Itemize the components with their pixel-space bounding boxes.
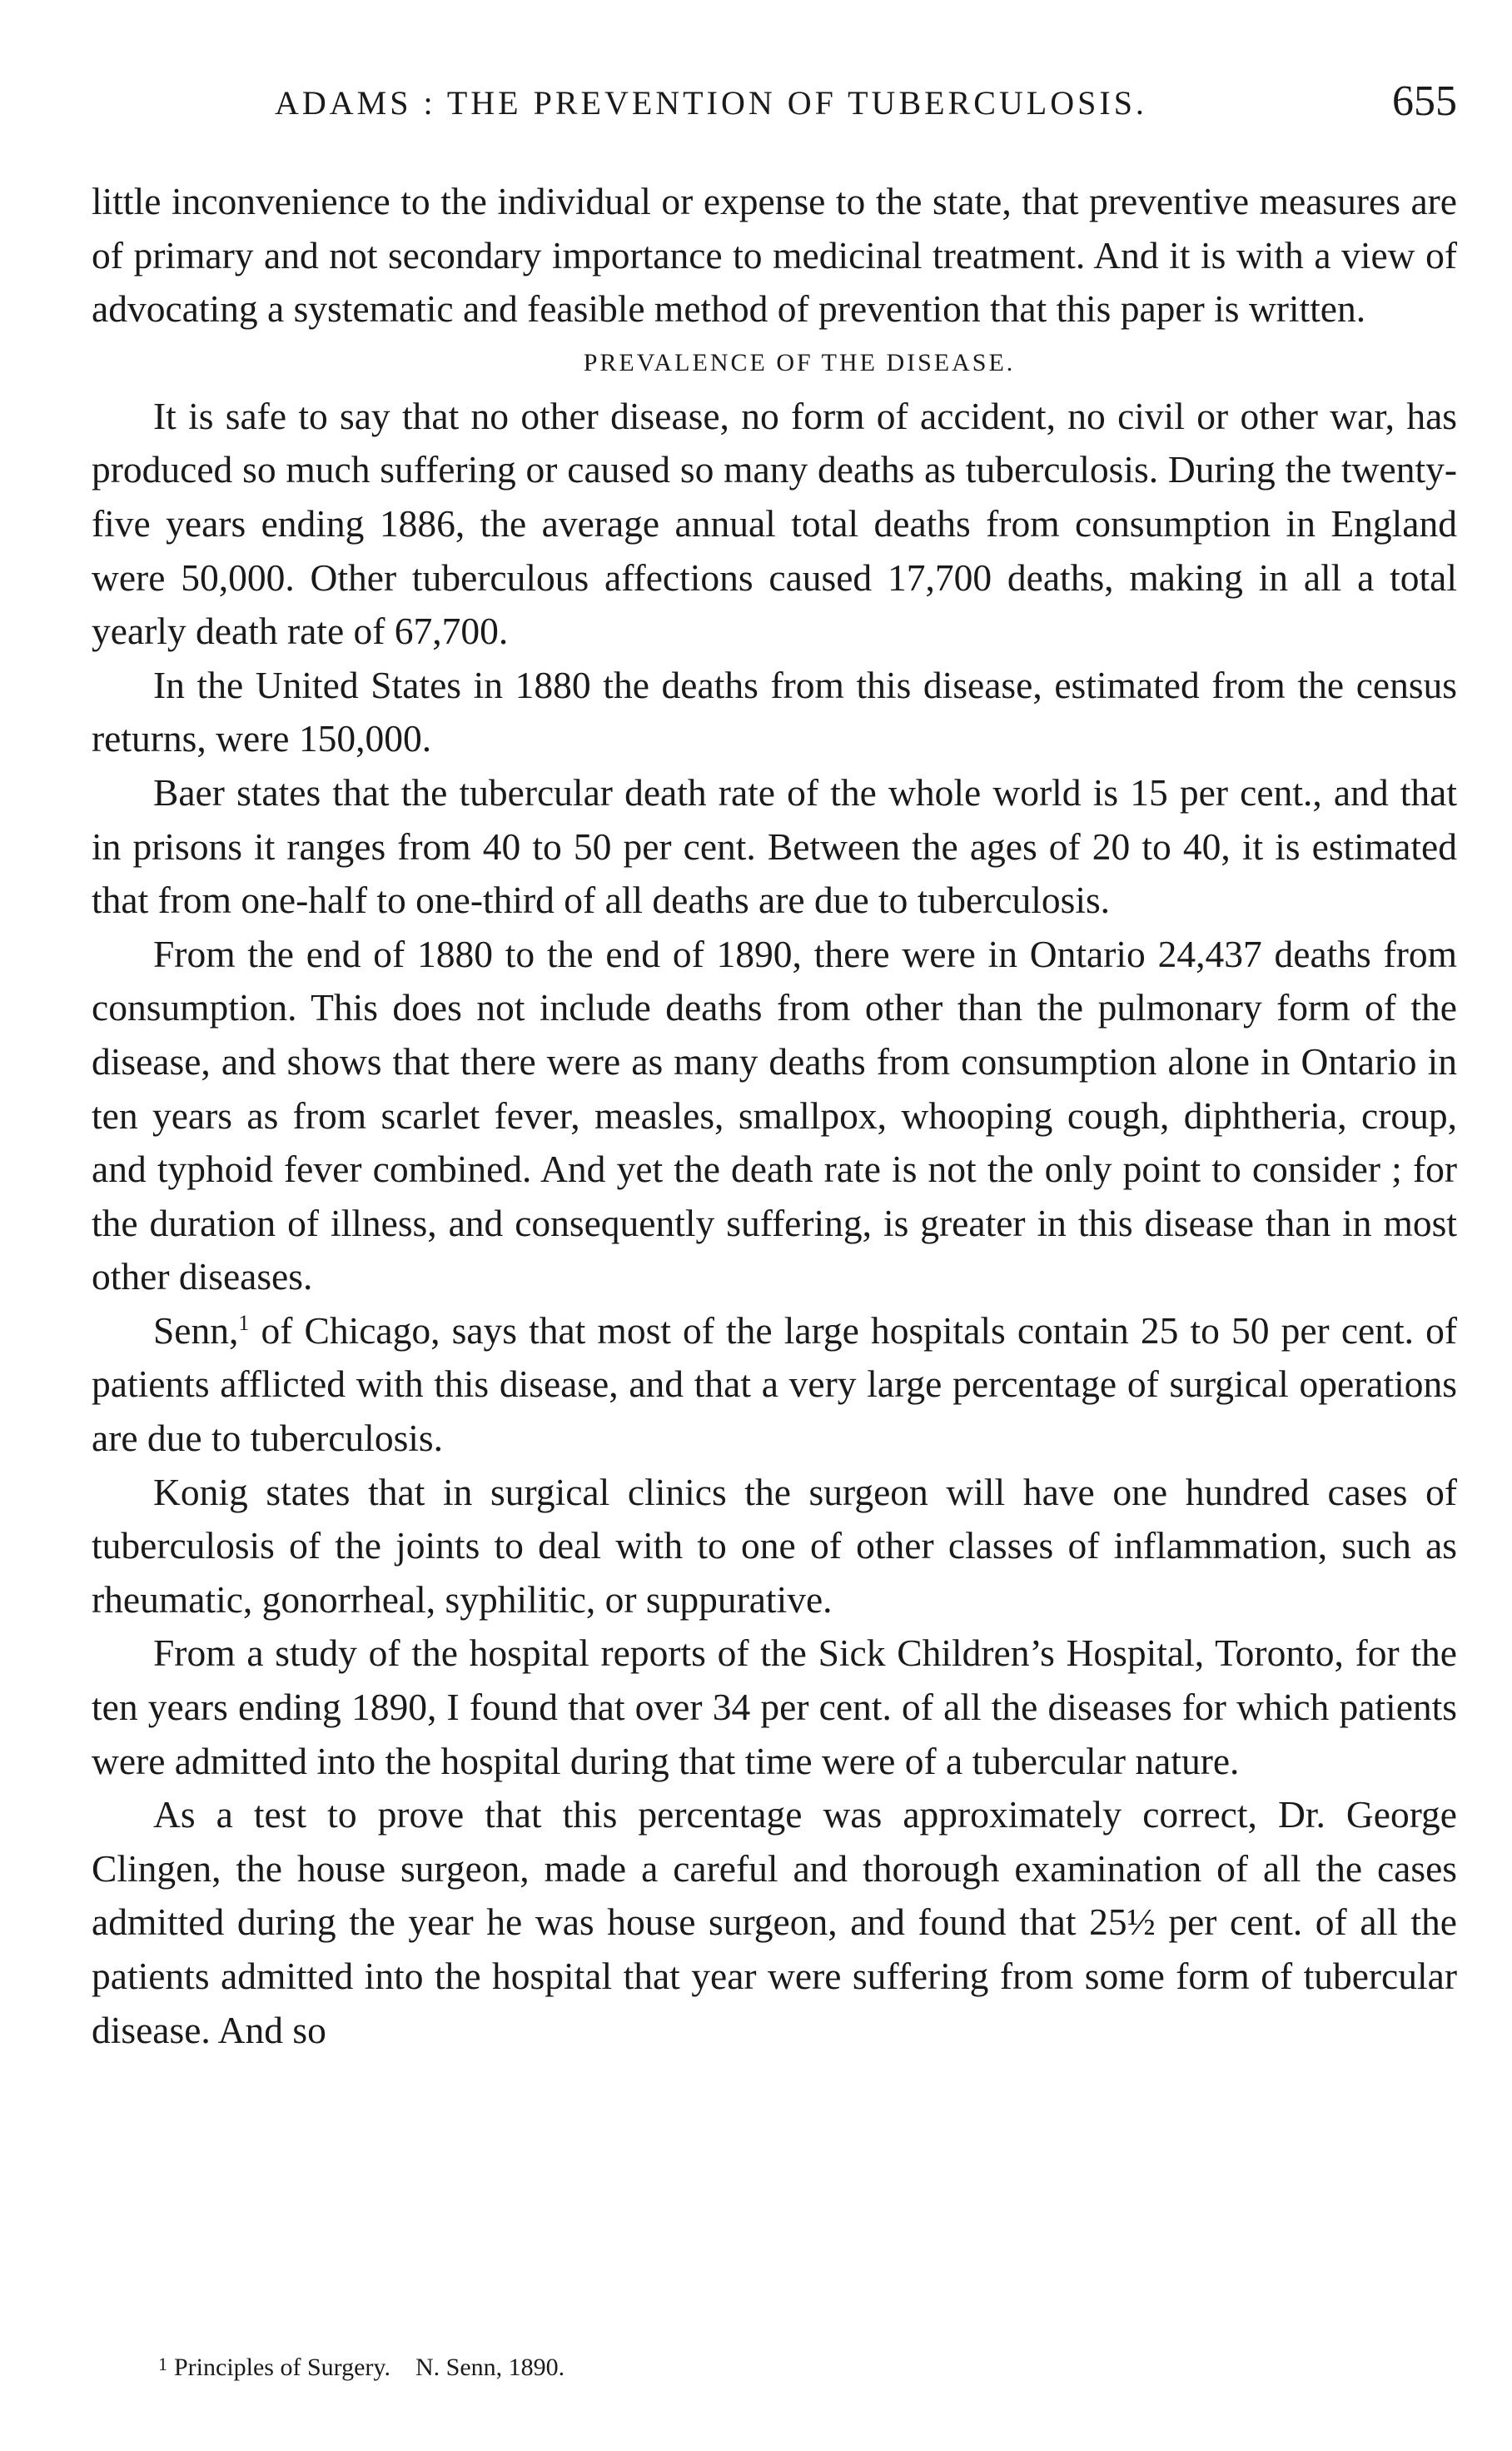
paragraph-prevalence: It is safe to say that no other disease, no form of accident, no civil or other war, has produced so much suffering or caused so many deaths as tuberculosis. During the twenty-five years ending 1886, the average annual total deaths from consumption in England were 50,000. Other tuberculous affections caused 17,700 deaths, making in all a total yearly death rate of 67,700. [92, 394, 1457, 653]
paragraph-united-states: In the United States in 1880 the deaths from this disease, estimated from the census returns, were 150,000. [92, 663, 1457, 760]
footnote-marker: 1 [238, 1310, 250, 1335]
section-heading: PREVALENCE OF THE DISEASE. [583, 348, 1016, 376]
running-title: ADAMS : THE PREVENTION OF TUBERCULOSIS. [275, 84, 1147, 122]
paragraph-ontario: From the end of 1880 to the end of 1890, there were in Ontario 24,437 deaths from consumption. This does not include deaths from other than the pulmonary form of the disease, and shows that there were as many deaths from consumption alone in Ontario in ten years as from scarlet fever, measles, smallpox, whooping cough, diphtheria, croup, and typhoid fever combined. And yet the death rate is not the only point to consider ; for the duration of illness, and consequently suffering, is greater in this disease than in most other diseases. [92, 932, 1457, 1298]
paragraph-sick-childrens-hospital: From a study of the hospital reports of the Sick Children’s Hospital, Toronto, for the ten years ending 1890, I found that over 34 per cent. of all the diseases for which patients were admitted into the hospital during that time were of a tubercular nature. [92, 1632, 1457, 1782]
running-head [92, 77, 1457, 130]
page-number: 655 [1392, 77, 1457, 125]
senn-rest: of Chicago, says that most of the large hospitals contain 25 to 50 per cent. of patients afflicted with this disease, and that a very large percentage of surgical operations are due to tuberculosis. [92, 1308, 1457, 1460]
footnote [158, 2354, 565, 2382]
paragraph-senn [92, 1304, 1457, 1466]
paragraph-clingen: As a test to prove that this percentage was approximately correct, Dr. George Clingen, the house surgeon, made a careful and thorough examination of all the cases admitted during the year he was house surgeon, and found that 25½ per cent. of all the patients admitted into the hospital that year were suffering from some form of tubercular disease. And so [92, 1793, 1457, 2051]
paragraph-intro: little inconvenience to the individual or expense to the state, that preventive measures are of primary and not secondary importance to medicinal treatment. And it is with a view of advocating a systematic and feasible method of prevention that this paper is written. [92, 180, 1457, 331]
footnote-title: Principles of Surgery. [174, 2354, 390, 2381]
paragraph-konig: Konig states that in surgical clinics the surgeon will have one hundred cases of tuberculosis of the joints to deal with to one of other classes of inflammation, such as rheumatic, gonorrheal, syphilitic, or suppurative. [92, 1470, 1457, 1621]
footnote-number: 1 [158, 2354, 167, 2374]
body-text [92, 175, 1457, 2057]
senn-lead: Senn, [153, 1308, 239, 1352]
footnote-author: N. Senn, 1890. [415, 2354, 565, 2381]
paragraph-baer: Baer states that the tubercular death rate of the whole world is 15 per cent., and that in prisons it ranges from 40 to 50 per cent. Between the ages of 20 to 40, it is estimated that from one-half to one-third of all deaths are due to tuberculosis. [92, 770, 1457, 922]
